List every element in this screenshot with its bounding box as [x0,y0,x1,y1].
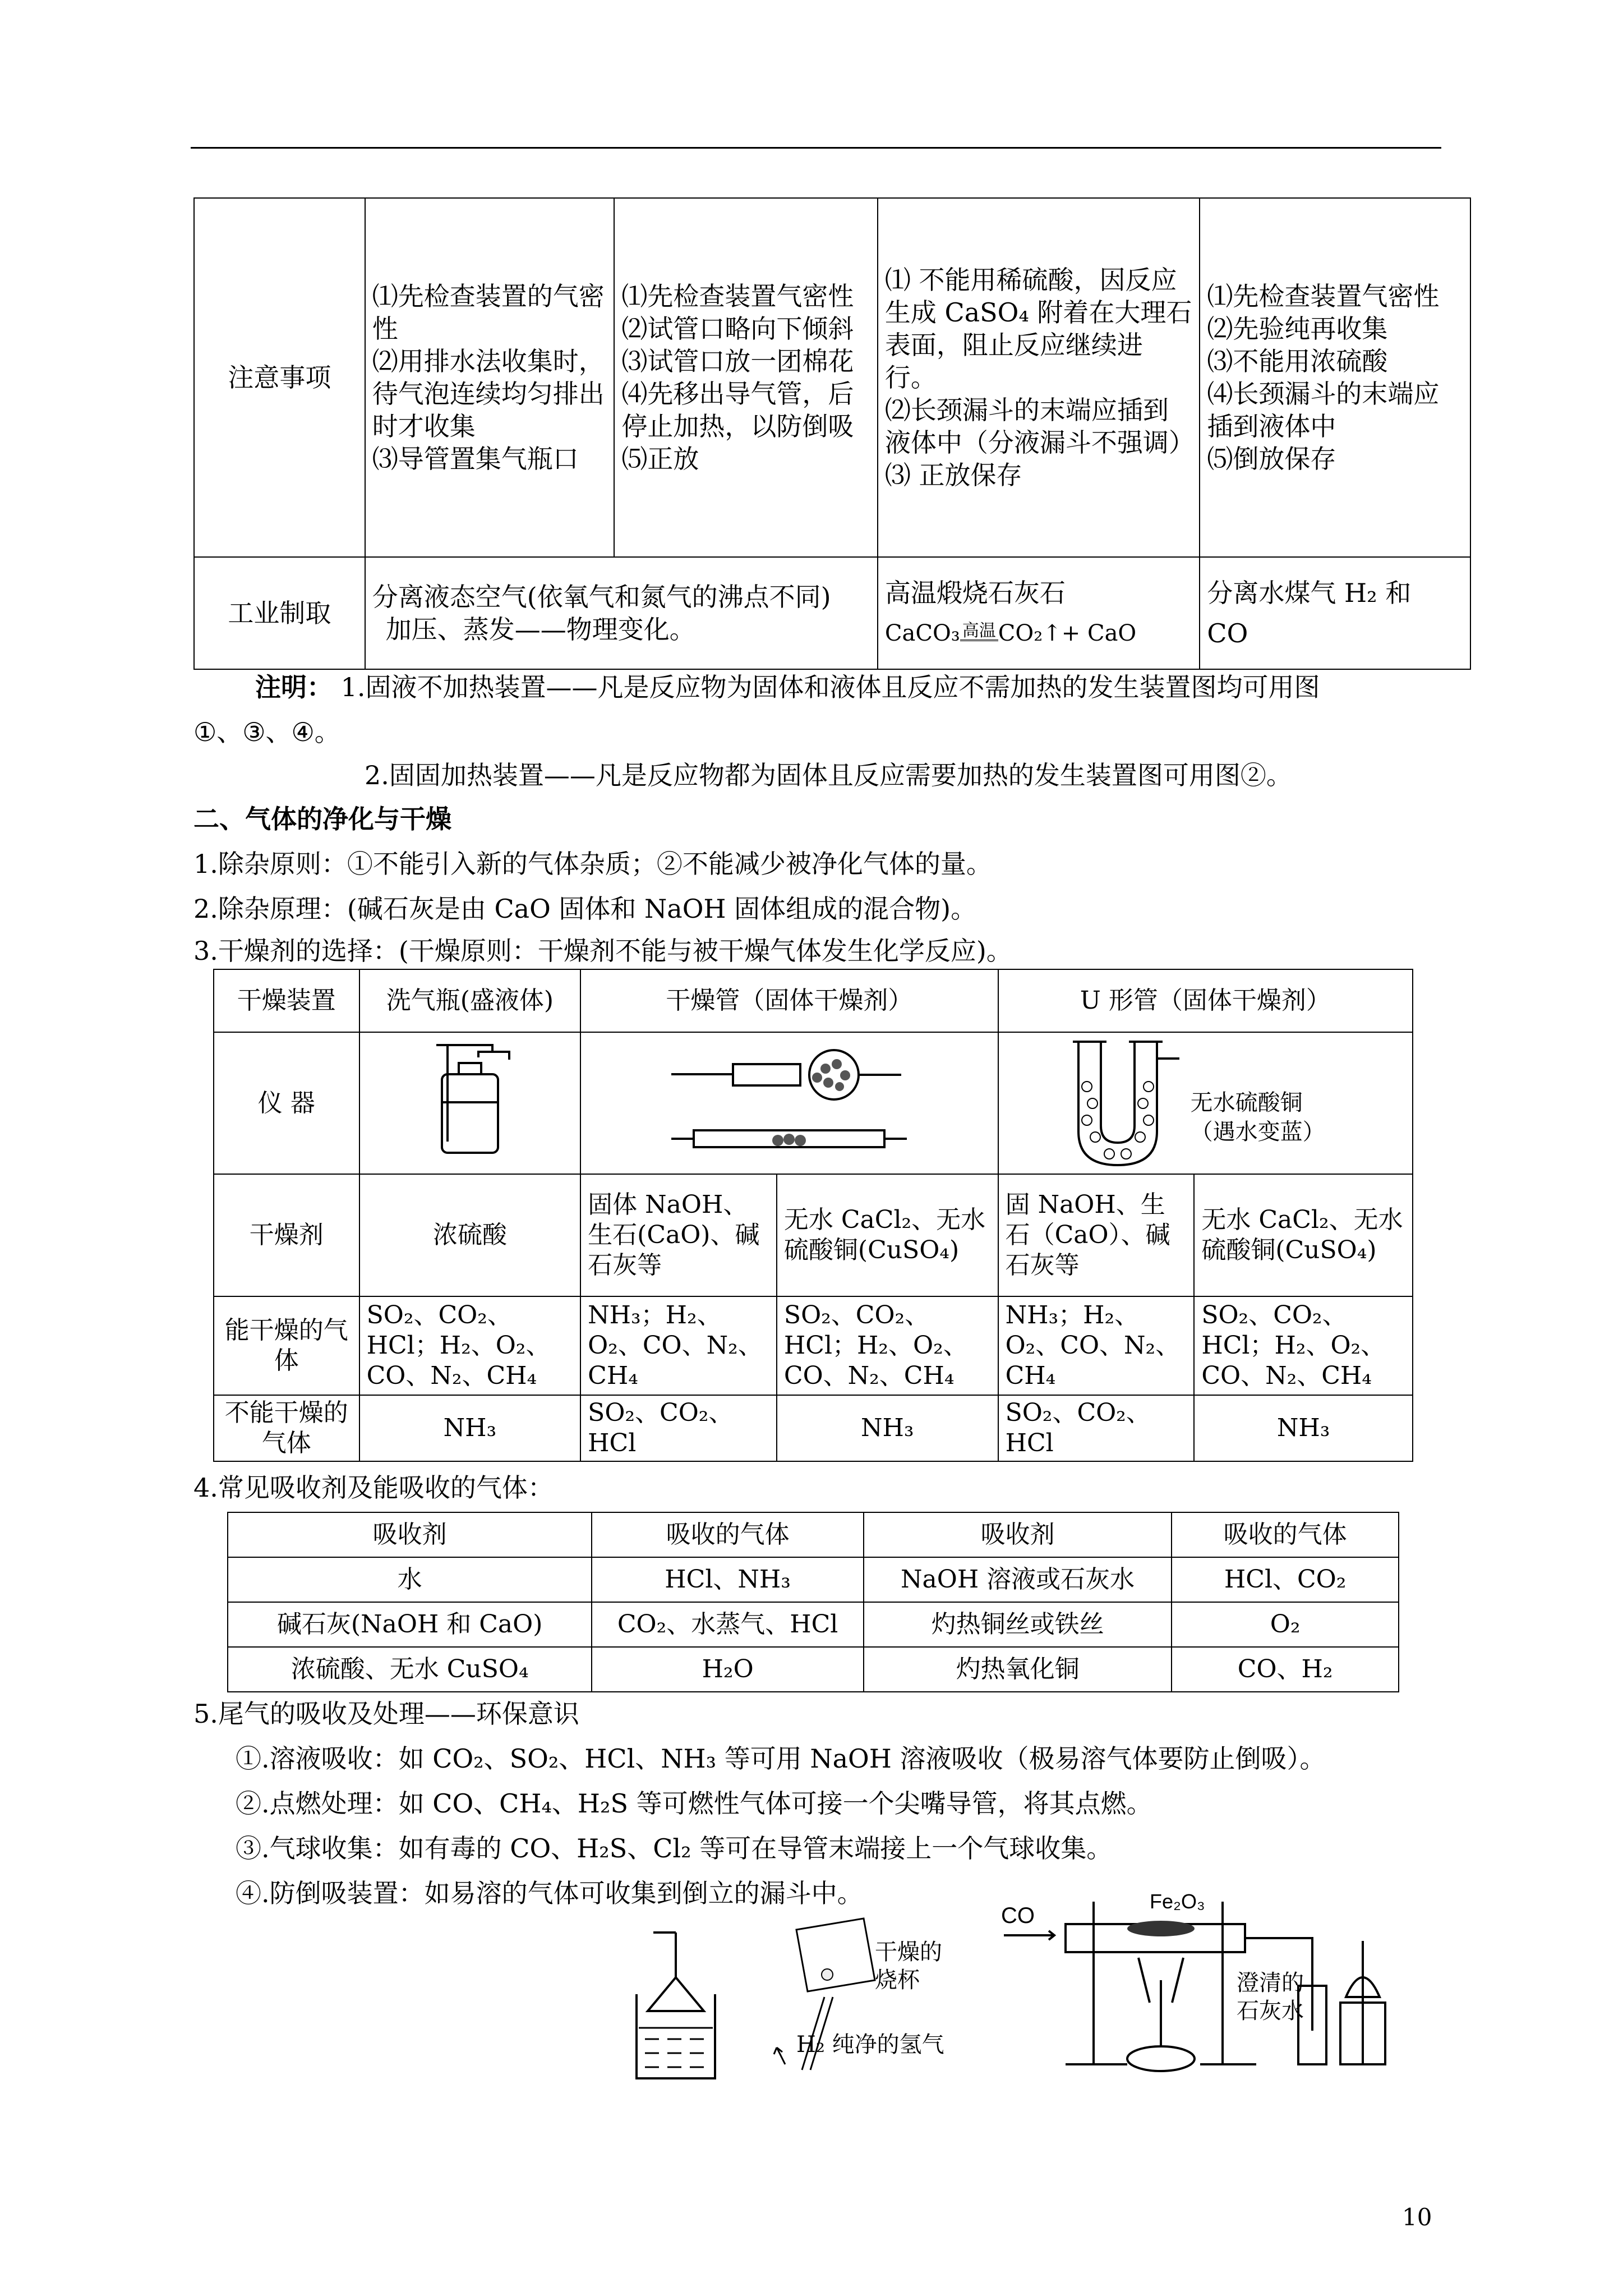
gas-wash-bottle-figure [359,1032,581,1174]
note-line: ⑵试管口略向下倾斜 [621,314,854,344]
table-cell: 灼热氧化铜 [864,1647,1172,1692]
table-cell: 碱石灰(NaOH 和 CaO) [228,1602,592,1647]
row-label: 仪 器 [214,1032,359,1174]
table-cell: NH₃；H₂、O₂、CO、N₂、CH₄ [580,1296,777,1395]
table-header-row [228,1512,1399,1557]
list-item: ④.防倒吸装置：如易溶的气体可收集到倒立的漏斗中。 [236,1878,863,1908]
label-line: 干燥的 [875,1939,942,1965]
section-heading: 4.常见吸收剂及能吸收的气体： [193,1473,554,1503]
u-tube-figure [998,1032,1413,1174]
paragraph: 1.除杂原则：①不能引入新的气体杂质；②不能减少被净化气体的量。 [193,849,992,879]
section-heading: 5.尾气的吸收及处理——环保意识 [193,1699,579,1729]
row-label: 干燥剂 [214,1174,359,1296]
text-line: 分离水煤气 H₂ 和 [1207,578,1412,608]
label-line: 澄清的 [1237,1970,1304,1996]
note-text: 1.固液不加热装置——凡是反应物为固体和液体且反应不需加热的发生装置图均可用图 [340,672,1320,702]
table-cell: H₂O [592,1647,864,1692]
cell-industrial-o2 [365,557,878,669]
note-line: 停止加热，以防倒吸 [621,411,854,441]
table-cell: NH₃ [1194,1395,1413,1461]
eq-condition: 高温 [960,623,998,641]
table-cell: 水 [228,1557,592,1602]
note-line: ⑷先移出导气管，后 [621,379,854,409]
header-cell: 吸收剂 [864,1512,1172,1557]
table-cell: SO₂、CO₂、HCl；H₂、O₂、CO、N₂、CH₄ [359,1296,581,1395]
header-cell: 干燥管（固体干燥剂） [580,969,998,1032]
header-cell: 吸收的气体 [1172,1512,1399,1557]
note-line: ⑶ 正放保存 [884,460,1022,490]
table-cell: CO、H₂ [1172,1647,1399,1692]
u-tube-sublabel: （遇水变蓝） [1190,1119,1325,1145]
note-2: 2.固固加热装置——凡是反应物都为固体且反应需要加热的发生装置图可用图②。 [365,760,1292,790]
cell-industrial-h2 [1200,557,1470,669]
list-item: ③.气球收集：如有毒的 CO、H₂S、Cl₂ 等可在导管末端接上一个气球收集。 [236,1833,1113,1864]
table-row [214,1296,1413,1395]
note-line: ⑵先验纯再收集 [1207,314,1388,344]
note-1 [255,670,1320,704]
label-line: 烧杯 [875,1967,920,1993]
header-cell: 吸收剂 [228,1512,592,1557]
co-label: CO [1001,1903,1035,1928]
table-cell: 固体 NaOH、生石(CaO)、碱石灰等 [580,1174,777,1296]
note-line: ⑴ 不能用稀硫酸，因反应生成 CaSO₄ 附着在大理石表面，阻止反应继续进行。 [884,265,1192,393]
table-cell: SO₂、CO₂、HCl [998,1395,1195,1461]
note-label: 注明： [255,672,333,702]
text-line: CO [1207,618,1248,648]
table-cell: SO₂、CO₂、HCl；H₂、O₂、CO、N₂、CH₄ [777,1296,998,1395]
drying-agent-table [213,969,1413,1462]
cell-notes-o2-heat [614,198,878,557]
table-cell: 无水 CaCl₂、无水硫酸铜(CuSO₄) [777,1174,998,1296]
chem-equation [885,617,1193,650]
header-cell: 洗气瓶(盛液体) [359,969,581,1032]
table-cell: NH₃ [777,1395,998,1461]
table-cell: 固 NaOH、生石（CaO）、碱石灰等 [998,1174,1195,1296]
table-cell: NaOH 溶液或石灰水 [864,1557,1172,1602]
table-cell: O₂ [1172,1602,1399,1647]
row-label: 工业制取 [194,557,365,669]
gas-prep-table [193,197,1471,670]
note-line: ⑵用排水法收集时，待气泡连续均匀排出时才收集 [372,346,605,441]
co-reduction-apparatus-figure [998,1896,1413,2076]
table-cell: CO₂、水蒸气、HCl [592,1602,864,1647]
cell-notes-o2-kmno4 [365,198,615,557]
table-row [228,1647,1399,1692]
table-row [194,557,1470,669]
header-cell: U 形管（固体干燥剂） [998,969,1413,1032]
table-cell: NH₃ [359,1395,581,1461]
limewater-label [1237,1969,1304,2025]
table-cell: HCl、CO₂ [1172,1557,1399,1602]
note-line: ⑶不能用浓硫酸 [1207,346,1388,376]
table-cell: HCl、NH₃ [592,1557,864,1602]
h2-label: H₂ 纯净的氢气 [796,2032,944,2058]
table-cell: SO₂、CO₂、HCl [580,1395,777,1461]
eq-reactant: CaCO₃ [884,620,960,646]
funnel-absorption-figure [631,1927,721,2084]
drying-tube-icon [666,1035,912,1164]
note-line: ⑴先检查装置气密性 [621,281,854,311]
note-line: ⑶试管口放一团棉花 [621,346,854,376]
table-cell: 灼热铜丝或铁丝 [864,1602,1172,1647]
note-line: ⑸正放 [621,444,699,474]
table-row [228,1557,1399,1602]
drying-tube-figure [580,1032,998,1174]
cell-industrial-co2 [878,557,1200,669]
table-row [214,1032,1413,1174]
u-tube-icon [1062,1036,1185,1171]
table-cell: 无水 CaCl₂、无水硫酸铜(CuSO₄) [1194,1174,1413,1296]
table-cell: SO₂、CO₂、HCl；H₂、O₂、CO、N₂、CH₄ [1194,1296,1413,1395]
row-label: 注意事项 [194,198,365,557]
wash-bottle-icon [425,1041,515,1158]
absorbent-table [227,1512,1399,1692]
text-line: 分离液态空气(依氧气和氮气的沸点不同) [372,582,831,612]
note-line: ⑶导管置集气瓶口 [372,444,579,474]
note-line: ⑴先检查装置气密性 [1207,281,1440,311]
header-rule [191,147,1441,149]
table-cell: NH₃；H₂、O₂、CO、N₂、CH₄ [998,1296,1195,1395]
row-label: 不能干燥的气体 [214,1395,359,1461]
note-line: ⑴先检查装置的气密性 [372,281,605,344]
dry-beaker-label [875,1938,942,1994]
list-item: ②.点燃处理：如 CO、CH₄、H₂S 等可燃性气体可接一个尖嘴导管，将其点燃。 [236,1788,1152,1819]
text-line: 加压、蒸发——物理变化。 [385,614,695,645]
note-line: ⑸倒放保存 [1207,444,1336,474]
table-row [214,1395,1413,1461]
table-cell: 浓硫酸 [359,1174,581,1296]
fe2o3-label: Fe₂O₃ [1150,1890,1205,1913]
u-tube-label: 无水硫酸铜 [1190,1089,1303,1116]
table-row [194,198,1470,557]
paragraph: 3.干燥剂的选择：(干燥原则：干燥剂不能与被干燥气体发生化学反应)。 [193,936,1012,966]
header-cell: 干燥装置 [214,969,359,1032]
eq-product: CO₂↑+ CaO [998,620,1137,646]
header-cell: 吸收的气体 [592,1512,864,1557]
section-heading: 二、气体的净化与干燥 [193,804,451,834]
label-line: 石灰水 [1237,1998,1304,2024]
page-number: 10 [1402,2203,1432,2231]
table-row [228,1602,1399,1647]
note-line: ⑷长颈漏斗的末端应插到液体中 [1207,379,1440,441]
table-row [214,1174,1413,1296]
note-1-cont: ①、③、④。 [193,717,340,747]
table-header-row [214,969,1413,1032]
list-item: ①.溶液吸收：如 CO₂、SO₂、HCl、NH₃ 等可用 NaOH 溶液吸收（极易溶气体要防止倒吸）。 [236,1743,1326,1774]
note-line: ⑵长颈漏斗的末端应插到液体中（分液漏斗不强调） [884,395,1195,458]
text-line: 高温煅烧石灰石 [884,578,1066,608]
cell-notes-co2 [878,198,1200,557]
row-label: 能干燥的气体 [214,1296,359,1395]
paragraph: 2.除杂原理：(碱石灰是由 CaO 固体和 NaOH 固体组成的混合物)。 [193,894,977,924]
table-cell: 浓硫酸、无水 CuSO₄ [228,1647,592,1692]
cell-notes-h2 [1200,198,1470,557]
